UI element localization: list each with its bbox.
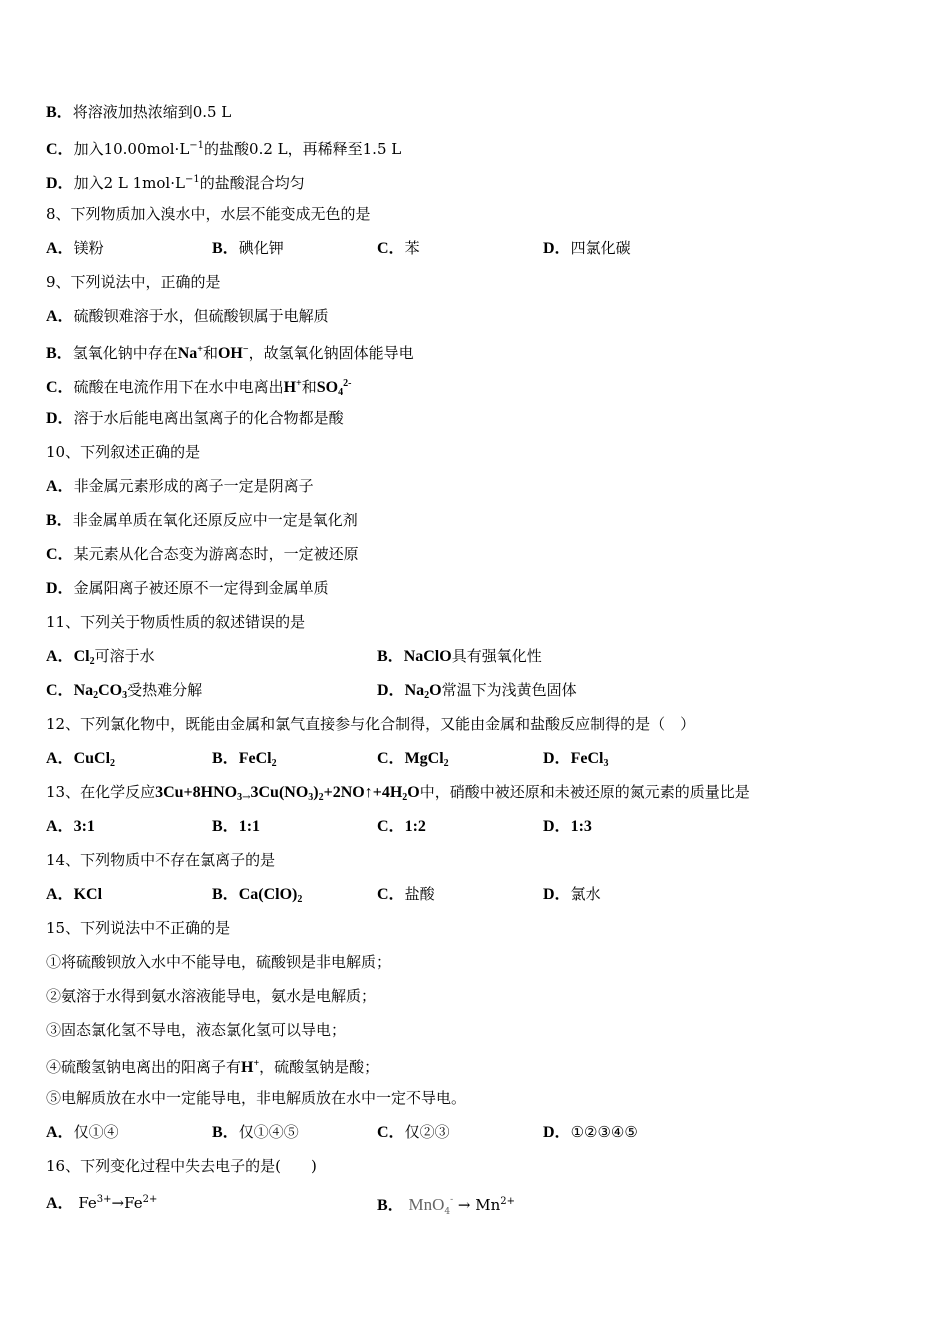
text-column [543, 236, 631, 261]
text-segment: O [407, 784, 420, 801]
text-segment: B． [212, 240, 239, 257]
text-column [46, 270, 221, 294]
text-segment: SO [316, 379, 339, 396]
text-segment: A． [46, 478, 74, 495]
text-column [377, 1120, 450, 1145]
text-segment: D． [543, 818, 571, 835]
text-segment: D． [377, 682, 405, 699]
text-segment: B． [377, 1197, 404, 1214]
text-segment: 的盐酸混合均匀 [199, 174, 305, 192]
text-column [212, 814, 260, 839]
text-segment: −1 [184, 174, 200, 185]
text-segment: D． [46, 580, 74, 597]
text-column [46, 610, 305, 634]
text-segment: 11、下列关于物质性质的叙述错误的是 [46, 613, 306, 631]
text-segment: 1:3 [570, 818, 592, 835]
text-segment: + [197, 344, 203, 355]
text-segment: 2 [318, 792, 324, 803]
text-column [377, 644, 542, 669]
text-segment: C． [46, 682, 74, 699]
text-column [212, 746, 277, 776]
text-segment: NaClO [403, 648, 452, 665]
text-column [212, 882, 302, 912]
text-segment: C． [377, 1124, 405, 1141]
text-segment: 3Cu+8HNO [155, 784, 238, 801]
text-segment: Ca(ClO) [238, 886, 298, 903]
text-column [46, 1018, 346, 1042]
text-column [46, 1188, 157, 1216]
text-segment: A． [46, 750, 74, 767]
text-segment: 1:1 [238, 818, 261, 835]
text-segment: 碘化钾 [238, 239, 284, 257]
text-segment: 3+ [96, 1194, 112, 1205]
text-segment: 10、下列叙述正确的是 [46, 443, 201, 461]
text-segment: 硫酸钡难溶于水，但硫酸钡属于电解质 [73, 307, 329, 325]
text-segment: ①②③④⑤ [570, 1123, 638, 1141]
text-segment: 仅②③ [404, 1123, 450, 1141]
text-column [46, 440, 200, 464]
text-segment: 金属阳离子被还原不一定得到金属单质 [73, 579, 329, 597]
text-column [212, 236, 284, 261]
text-segment: CuCl [73, 750, 111, 767]
text-segment: CO [98, 682, 123, 699]
text-segment: H [283, 379, 297, 396]
text-segment: D． [543, 1124, 571, 1141]
text-segment: 3 [237, 792, 243, 803]
text-segment: 12、下列氯化物中，既能由金属和氯气直接参与化合制得，又能由金属和盐酸反应制得的是（ ） [46, 715, 696, 733]
text-column [46, 508, 358, 533]
text-segment: C． [46, 141, 74, 158]
text-segment: FeCl [570, 750, 604, 767]
text-column [46, 848, 275, 872]
text-segment: 2 [271, 758, 277, 769]
text-segment: −1 [189, 140, 205, 151]
text-column [46, 236, 104, 261]
text-column [46, 202, 371, 226]
text-column [46, 882, 102, 907]
text-segment: 15、下列说法中不正确的是 [46, 919, 231, 937]
text-column [46, 576, 329, 601]
text-segment: +2NO↑+4H [323, 784, 403, 801]
text-segment: D． [46, 175, 74, 192]
text-segment: 镁粉 [73, 239, 104, 257]
text-column [377, 678, 577, 708]
text-segment: A． [46, 818, 74, 835]
text-column [46, 780, 750, 810]
text-segment: 硫酸在电流作用下在水中电离出 [73, 378, 284, 396]
text-segment: ④硫酸氢钠电离出的阳离子有 [46, 1058, 242, 1076]
text-segment: 氯水 [570, 885, 601, 903]
text-segment: → Mn [453, 1196, 501, 1214]
text-column [46, 712, 695, 736]
text-segment: ③固态氯化氢不导电，液态氯化氢可以导电； [46, 1021, 347, 1039]
text-segment: 2 [297, 894, 303, 905]
text-segment: 仅①④ [73, 1123, 119, 1141]
text-segment: − [242, 344, 249, 355]
text-segment: + [296, 378, 302, 389]
text-column [46, 406, 344, 431]
text-column [46, 1120, 119, 1145]
text-segment: → [242, 792, 251, 803]
text-segment: 可溶于水 [94, 647, 155, 665]
text-segment: 3Cu(NO [250, 784, 309, 801]
text-segment: 9、下列说法中，正确的是 [46, 273, 221, 291]
text-column [377, 1188, 515, 1224]
text-segment: C． [377, 818, 405, 835]
text-segment: 2 [110, 758, 116, 769]
text-segment: 溶于水后能电离出氢离子的化合物都是酸 [73, 409, 344, 427]
text-segment: A． [46, 1124, 74, 1141]
text-segment: O [429, 682, 442, 699]
text-segment: + [253, 1058, 260, 1069]
text-segment: H [241, 1059, 254, 1076]
text-segment: 四氯化碳 [570, 239, 631, 257]
text-segment: 4 [338, 387, 344, 398]
text-segment: ①将硫酸钡放入水中不能导电，硫酸钡是非电解质； [46, 953, 392, 971]
text-segment: A． [46, 240, 74, 257]
text-segment: 3 [603, 758, 609, 769]
text-segment: Na [177, 345, 198, 362]
text-segment: 2+ [500, 1196, 516, 1207]
text-column [46, 814, 95, 839]
text-column [46, 134, 401, 162]
text-segment: 16、下列变化过程中失去电子的是( ) [46, 1157, 317, 1175]
text-segment: 2 [402, 792, 408, 803]
text-segment: KCl [73, 886, 103, 903]
text-segment: 常温下为浅黄色固体 [441, 681, 577, 699]
text-segment: ②氨溶于水得到氨水溶液能导电，氨水是电解质； [46, 987, 377, 1005]
text-segment: 盐酸 [404, 885, 435, 903]
text-segment: OH [217, 345, 243, 362]
text-segment: 中，硝酸中被还原和未被还原的氮元素的质量比是 [419, 783, 750, 801]
text-segment: D． [543, 886, 571, 903]
text-column [377, 882, 435, 907]
text-segment: 14、下列物质中不存在氯离子的是 [46, 851, 276, 869]
text-segment: B． [46, 345, 73, 362]
text-column [46, 100, 231, 125]
text-segment: 3 [122, 690, 128, 701]
text-segment: B． [212, 1124, 239, 1141]
text-segment: 苯 [404, 239, 420, 257]
text-segment: B． [46, 512, 73, 529]
text-segment: B． [212, 886, 239, 903]
text-segment: 13、在化学反应 [46, 783, 156, 801]
text-segment: A． [46, 308, 74, 325]
text-segment: ) [313, 784, 319, 801]
text-column [46, 372, 351, 405]
text-segment: 2 [443, 758, 449, 769]
text-column [46, 1052, 379, 1080]
text-segment: 8、下列物质加入溴水中，水层不能变成无色的是 [46, 205, 371, 223]
text-column [46, 1154, 317, 1178]
text-segment: 2- [343, 378, 352, 389]
text-segment: 非金属元素形成的离子一定是阴离子 [73, 477, 314, 495]
text-segment: ，故氢氧化钠固体能导电 [248, 344, 414, 362]
text-segment: 加入10.00mol·L [73, 140, 190, 158]
text-segment: →Fe [111, 1194, 143, 1212]
text-segment: FeCl [238, 750, 272, 767]
text-segment: C． [46, 546, 74, 563]
text-column [46, 916, 230, 940]
text-column [46, 746, 115, 776]
text-segment: MnO [408, 1195, 445, 1214]
text-segment: 和 [301, 378, 317, 396]
text-segment: B． [212, 818, 239, 835]
text-segment: 3:1 [73, 818, 95, 835]
text-segment: D． [543, 240, 571, 257]
text-segment: 3 [308, 792, 314, 803]
text-segment: 加入2 L 1mol·L [73, 174, 185, 192]
text-segment: 4 [444, 1207, 451, 1217]
text-segment: C． [46, 379, 74, 396]
text-column [377, 746, 449, 776]
text-segment: MgCl [404, 750, 444, 767]
text-column [543, 746, 608, 776]
text-segment: C． [377, 750, 405, 767]
text-segment: B． [212, 750, 239, 767]
text-segment: 2+ [142, 1194, 158, 1205]
text-segment: B． [46, 104, 73, 121]
text-segment: C． [377, 240, 405, 257]
text-column [377, 814, 426, 839]
text-segment: 具有强氧化性 [451, 647, 542, 665]
text-column [46, 304, 329, 329]
text-column [46, 168, 305, 196]
text-segment: 2 [89, 656, 95, 667]
text-segment: 的盐酸0.2 L，再稀释至1.5 L [204, 140, 402, 158]
text-segment: D． [543, 750, 571, 767]
text-column [543, 1120, 638, 1145]
text-segment: 2 [424, 690, 430, 701]
text-column [46, 542, 359, 567]
text-segment: ⑤电解质放在水中一定能导电，非电解质放在水中一定不导电。 [46, 1089, 467, 1107]
text-segment: C． [377, 886, 405, 903]
text-column [46, 644, 155, 674]
text-segment: Fe [73, 1194, 97, 1212]
text-segment: A． [46, 886, 74, 903]
text-segment: 氢氧化钠中存在 [72, 344, 178, 362]
text-column [46, 950, 391, 974]
text-segment: 2 [93, 690, 99, 701]
text-column [46, 1086, 466, 1110]
text-segment: Na [73, 682, 94, 699]
text-segment: - [450, 1195, 454, 1205]
text-segment: Cl [73, 648, 90, 665]
text-segment: 受热难分解 [127, 681, 203, 699]
text-column [46, 678, 202, 708]
text-column [377, 236, 420, 261]
text-column [543, 814, 592, 839]
text-segment: 非金属单质在氧化还原反应中一定是氧化剂 [72, 511, 358, 529]
text-column [46, 338, 414, 366]
text-column [46, 474, 314, 499]
text-segment: 将溶液加热浓缩到0.5 L [72, 103, 232, 121]
text-segment: D． [46, 410, 74, 427]
text-segment: 仅①④⑤ [238, 1123, 299, 1141]
text-column [212, 1120, 299, 1145]
text-segment: 和 [202, 344, 218, 362]
text-segment: 1:2 [404, 818, 426, 835]
text-segment: Na [404, 682, 425, 699]
text-segment: 某元素从化合态变为游离态时，一定被还原 [73, 545, 359, 563]
text-segment: A． [46, 1195, 74, 1212]
text-segment: B． [377, 648, 404, 665]
text-column [46, 984, 376, 1008]
text-column [543, 882, 601, 907]
text-segment: ，硫酸氢钠是酸； [259, 1058, 380, 1076]
text-segment: A． [46, 648, 74, 665]
